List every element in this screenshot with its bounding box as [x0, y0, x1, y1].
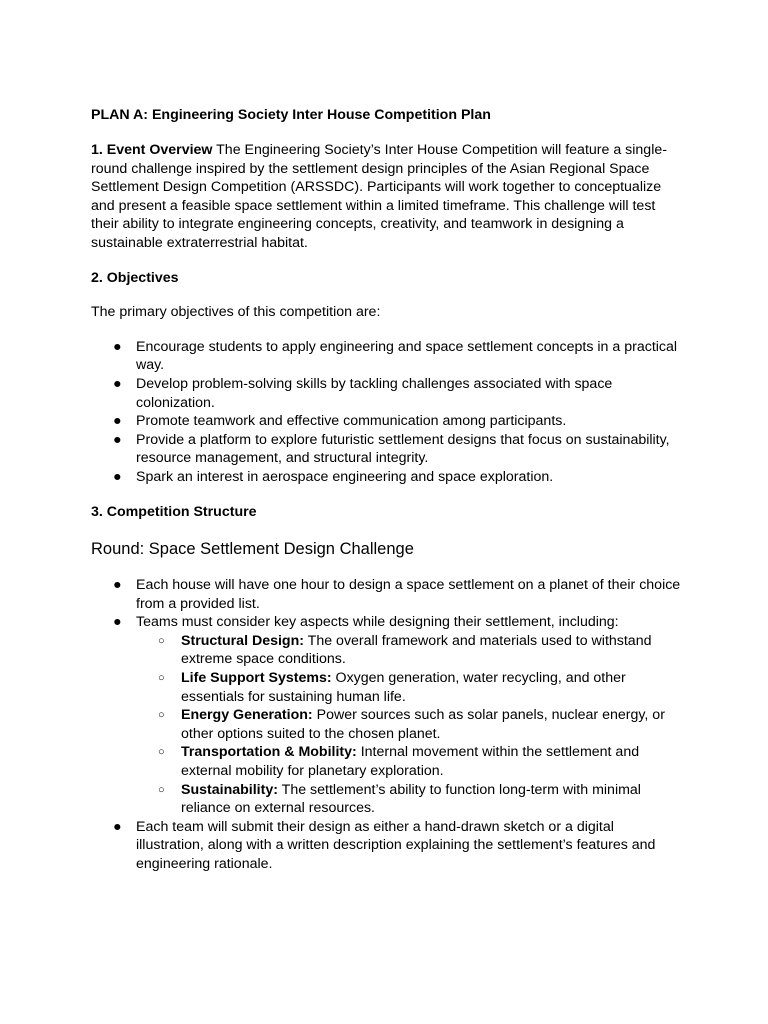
bullet-icon: ● — [113, 375, 122, 392]
sub-list-item: ○ Transportation & Mobility: Internal movement within the settlement and external mobility for planetary exploration. — [158, 744, 640, 780]
sub-list-item: ○ Sustainability: The settlement’s ability to function long-term with minimal reliance on external resources. — [158, 781, 641, 817]
list-item: ● Provide a platform to explore futuristic settlement designs that focus on sustainability, resource management, and structural integrity. — [113, 431, 670, 467]
bullet-icon: ● — [113, 614, 122, 631]
hollow-bullet-icon: ○ — [158, 672, 165, 685]
list-item: ● Develop problem-solving skills by tackling challenges associated with space colonization. — [113, 375, 613, 411]
bullet-icon: ● — [113, 338, 122, 355]
event-overview-paragraph — [91, 141, 681, 253]
sub-list-item: ○ Energy Generation: Power sources such as solar panels, nuclear energy, or other options suited to the chosen planet. — [158, 707, 665, 742]
objectives-intro: The primary objectives of this competition are: — [91, 304, 381, 321]
list-item: ● Each team will submit their design as either a hand-drawn sketch or a digital illustration, along with a written description explaining the settlement’s features and engineering rationale. — [113, 818, 656, 872]
competition-structure-heading: 3. Competition Structure — [91, 503, 257, 520]
bullet-icon: ● — [113, 431, 122, 448]
event-overview-heading: 1. Event Overview — [91, 142, 213, 158]
hollow-bullet-icon: ○ — [158, 634, 165, 647]
list-item: ● Teams must consider key aspects while designing their settlement, including: ○ Structural Design: The overall framework and materials used to withstand extreme space conditions. ○ Life Support Systems: Oxygen generation, water recycling, and other essentials for sustaining human life. ○ Energy Generation: Power sources such as solar panels, nuclear energy, or other options suited to the chosen planet. ○ Transportation & Mobility: Internal movement within the settlement and external mobility for planetary exploration. ○ Sustainability: The settlement’s ability to function long-term with minimal reliance on external resources. — [91, 613, 681, 818]
bullet-icon: ● — [113, 577, 122, 594]
hollow-bullet-icon: ○ — [158, 746, 165, 759]
event-overview-text: The Engineering Society’s Inter House Competition will feature a single-round challenge inspired by the settlement design principles of the Asian Regional Space Settlement Design Competition (ARSSDC). Participants will work together to conceptualize and present a feasible space settlement within a limited timeframe. This challenge will test their ability to integrate engineering concepts, creativity, and teamwork in designing a sustainable extraterrestrial habitat. — [91, 142, 667, 251]
bullet-icon: ● — [113, 468, 122, 485]
list-item: ● Promote teamwork and effective communication among participants. — [113, 413, 567, 430]
sub-list-item: ○ Life Support Systems: Oxygen generation, water recycling, and other essentials for sustaining human life. — [158, 670, 626, 705]
list-item: ● Spark an interest in aerospace engineering and space exploration. — [113, 468, 554, 485]
bullet-icon: ● — [113, 413, 122, 430]
hollow-bullet-icon: ○ — [158, 783, 165, 796]
round-heading: Round: Space Settlement Design Challenge — [91, 540, 414, 559]
document-title: PLAN A: Engineering Society Inter House Competition Plan — [91, 107, 491, 123]
objectives-heading: 2. Objectives — [91, 269, 179, 286]
bullet-icon: ● — [113, 818, 122, 835]
list-item: ● Encourage students to apply engineering and space settlement concepts in a practical way. — [113, 338, 678, 374]
objectives-list — [91, 338, 681, 487]
round-list — [91, 576, 681, 874]
aspects-list — [136, 632, 681, 818]
hollow-bullet-icon: ○ — [158, 709, 165, 722]
list-item: ● Each house will have one hour to design a space settlement on a planet of their choice from a provided list. — [113, 577, 681, 612]
document-page — [91, 106, 681, 874]
sub-list-item: ○ Structural Design: The overall framework and materials used to withstand extreme space conditions. — [158, 632, 652, 668]
